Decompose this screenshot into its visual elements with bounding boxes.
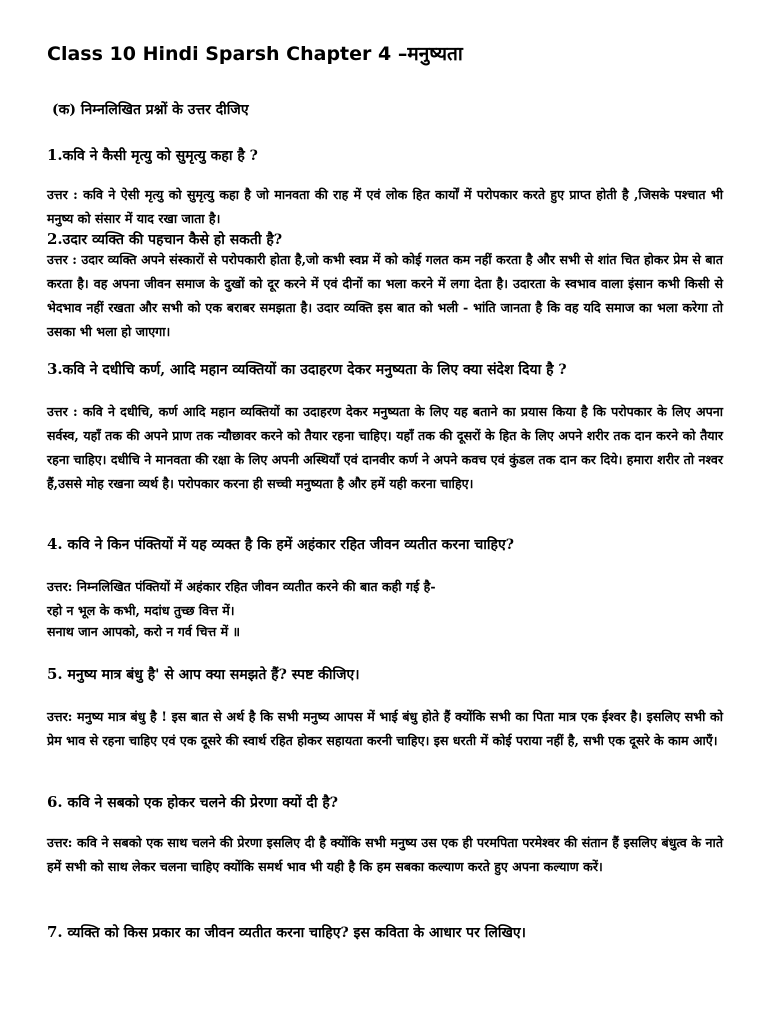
question-6: [47, 793, 727, 812]
question-4: [47, 535, 727, 554]
verse-line-1: रहो न भूल के कभी, मदांध तुच्छ वित्त में।: [47, 603, 235, 618]
question-number: 7.: [47, 923, 63, 941]
document-title: Class 10 Hindi Sparsh Chapter 4 –मनुष्यता: [47, 43, 463, 65]
question-2: [47, 230, 727, 249]
answer-1: उत्तर : कवि ने ऐसी मृत्यु को सुमृत्यु कहा है जो मानवता की राह में एवं लोक हित कार्यों में परोपकार करते हुए प्राप्त होती है ,जिसके पश्चात भी मनुष्य को संसार में याद रखा जाता है।: [47, 187, 723, 226]
question-number: 4.: [47, 535, 63, 553]
section-heading: (क) निम्नलिखित प्रश्नों के उत्तर दीजिए: [52, 102, 249, 118]
question-5: [47, 665, 727, 684]
question-7: [47, 923, 727, 942]
question-3: [47, 360, 727, 379]
question-text: कवि ने कैसी मृत्यु को सुमृत्यु कहा है ?: [62, 148, 258, 164]
answer-3: उत्तर : कवि ने दधीचि, कर्ण आदि महान व्यक्तियों का उदाहरण देकर मनुष्यता के लिए यह बताने का प्रयास किया है कि परोपकार के लिए अपना सर्वस्व, यहाँ तक की अपने प्राण तक न्यौछावर करने को तैयार रहना चाहिए। यहाँ तक की दूसरों के हित के लिए अपने शरीर तक दान करने को तैयार रहना चाहिए। दधीचि ने मानवता की रक्षा के लिए अपनी अस्थियाँ एवं दानवीर कर्ण ने अपने कवच एवं कुंडल तक दान कर दिये। हमारा शरीर तो नश्वर हैं,उससे मोह रखना व्यर्थ है। परोपकार करना ही सच्ची मनुष्यता है और हमें यही करना चाहिए।: [47, 404, 723, 491]
verse-line-2: सनाथ जान आपको, करो न गर्व चित्त में ॥: [47, 624, 241, 639]
question-text: कवि ने दधीचि कर्ण, आदि महान व्यक्तियों का उदाहरण देकर मनुष्यता के लिए क्या संदेश दिया है ?: [62, 362, 567, 378]
question-text: कवि ने सबको एक होकर चलने की प्रेरणा क्यों दी है?: [67, 795, 338, 811]
question-number: 3.: [47, 360, 63, 378]
question-number: 1.: [47, 146, 63, 164]
question-text: व्यक्ति को किस प्रकार का जीवन व्यतीत करना चाहिए? इस कविता के आधार पर लिखिए।: [67, 925, 526, 941]
question-1: [47, 146, 727, 165]
answer-2: उत्तर : उदार व्यक्ति अपने संस्कारों से परोपकारी होता है,जो कभी स्वप्न में को कोई गलत कम नहीं करता है और सभी से शांत चित होकर प्रेम से बात करता है। वह अपना जीवन समाज के दुखों को दूर करने में एवं दीनों का भला करने में लगा देता है। उदारता के स्वभाव वाला इंसान कभी किसी से भेदभाव नहीं रखता और सभी को एक बराबर समझता है। उदार व्यक्ति इस बात को भली - भांति जानता है कि वह यदि समाज का भला करेगा तो उसका भी भला हो जाएगा।: [47, 252, 723, 339]
answer-5: उत्तर: मनुष्य मात्र बंधु है ! इस बात से अर्थ है कि सभी मनुष्य आपस में भाई बंधु होते हैं क्योंकि सभी का पिता मात्र एक ईश्वर है। इसलिए सभी को प्रेम भाव से रहना चाहिए एवं एक दूसरे की स्वार्थ रहित होकर सहायता करनी चाहिए। इस धरती में कोई पराया नहीं है, सभी एक दूसरे के काम आएँ।: [47, 709, 723, 748]
question-text: मनुष्य मात्र बंधु है' से आप क्या समझते हैं? स्पष्ट कीजिए।: [67, 667, 360, 683]
answer-4-intro: उत्तर: निम्नलिखित पंक्तियों में अहंकार रहित जीवन व्यतीत करने की बात कही गई है-: [47, 579, 436, 594]
question-number: 5.: [47, 665, 63, 683]
question-text: कवि ने किन पंक्तियों में यह व्यक्त है कि हमें अहंकार रहित जीवन व्यतीत करना चाहिए?: [67, 537, 514, 553]
question-number: 6.: [47, 793, 63, 811]
question-number: 2.: [47, 230, 63, 248]
question-text: उदार व्यक्ति की पहचान कैसे हो सकती है?: [62, 232, 283, 248]
answer-6: उत्तर: कवि ने सबको एक साथ चलने की प्रेरणा इसलिए दी है क्योंकि सभी मनुष्य उस एक ही परमपिता परमेश्वर की संतान हैं इसलिए बंधुत्व के नाते हमें सभी को साथ लेकर चलना चाहिए क्योंकि समर्थ भाव भी यही है कि हम सबका कल्याण करते हुए अपना कल्याण करें।: [47, 835, 723, 874]
